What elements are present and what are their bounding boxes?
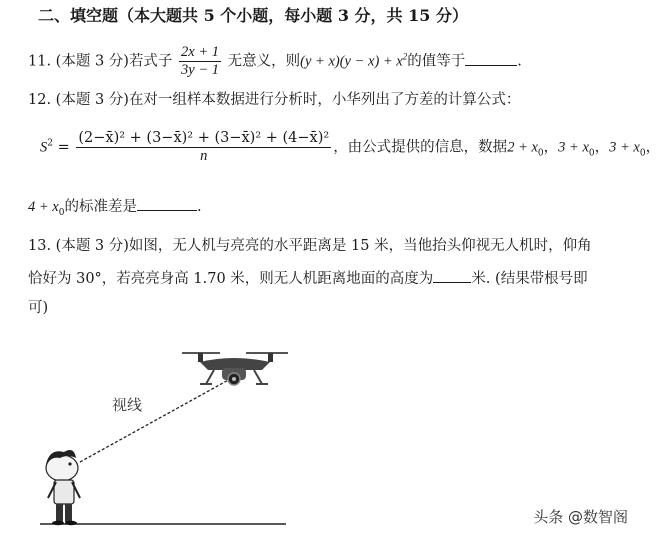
question-text: 的值等于: [407, 53, 466, 70]
data-value-1: 2 + x: [507, 139, 538, 156]
sight-line: [80, 378, 232, 462]
question-points: (本题 3 分): [55, 92, 129, 108]
variance-formula-line: [40, 130, 660, 165]
data-value-3: 3 + x: [609, 139, 640, 156]
period: .: [517, 53, 522, 70]
question-text: 米. (结果带根号即: [471, 271, 588, 287]
expression: (y + x)(y − x) + x: [300, 53, 403, 70]
variance-fraction: [76, 130, 331, 165]
period: .: [196, 199, 202, 215]
question-text: ，由公式提供的信息，数据: [333, 139, 508, 156]
variance-exponent: 2: [47, 138, 53, 149]
data-value-4: 4 + x: [28, 199, 59, 215]
subscript: 0: [588, 148, 595, 159]
exponent: 2: [402, 51, 408, 62]
data-value-2: 3 + x: [558, 139, 589, 156]
variance-numerator: (2−x̄)² + (3−x̄)² + (3−x̄)² + (4−x̄)²: [78, 130, 330, 146]
answer-blank: [137, 196, 197, 211]
question-text: 无意义，则: [227, 53, 301, 70]
equals-sign: =: [57, 139, 70, 156]
question-13-line-1: 13. (本题 3 分)如图，无人机与亮亮的水平距离是 15 米，当他抬头仰视无人机时，仰角: [28, 238, 592, 254]
section-title: 二、填空题（本大题共 5 个小题，每小题 3 分，共 15 分）: [38, 6, 468, 25]
variance-symbol: S: [40, 139, 48, 156]
subscript: 0: [58, 207, 65, 218]
question-text: 若式子: [128, 53, 173, 70]
question-text: 的标准差是: [64, 199, 137, 215]
sightline-label: 视线: [112, 396, 143, 414]
question-points: (本题 3 分): [55, 53, 129, 70]
question-12-end: [28, 196, 202, 223]
question-13-line-2: [28, 268, 588, 289]
question-text: 恰好为 30°，若亮亮身高 1.70 米，则无人机距离地面的高度为: [28, 271, 434, 287]
subscript: 0: [537, 148, 544, 159]
drone-icon: [182, 353, 288, 385]
question-number: 11.: [28, 53, 52, 70]
separator: ，: [594, 139, 610, 156]
question-11: [28, 44, 522, 79]
answer-blank: [433, 268, 471, 283]
fraction-numerator: 2x + 1: [181, 44, 220, 60]
variance-denominator: n: [200, 148, 208, 164]
separator: ，: [543, 139, 559, 156]
question-12-intro: [28, 90, 520, 110]
watermark: 头条 @数智阁: [533, 508, 628, 526]
question-text: 在对一组样本数据进行分析时，小华列出了方差的计算公式：: [128, 92, 521, 108]
question-13-line-3: 可): [28, 300, 49, 316]
separator: ，: [645, 139, 660, 156]
question-number: 12.: [28, 92, 52, 108]
subscript: 0: [639, 148, 646, 159]
fraction: [179, 44, 221, 79]
boy-icon: [46, 450, 80, 525]
fraction-denominator: 3y − 1: [181, 62, 220, 78]
answer-blank: [465, 51, 517, 66]
